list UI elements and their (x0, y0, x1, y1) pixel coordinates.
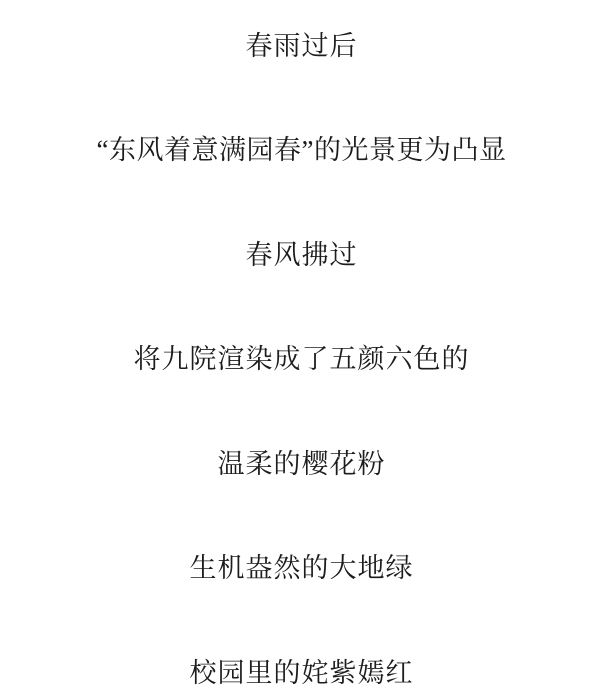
poem-line: 温柔的樱花粉 (217, 448, 386, 479)
poem-line: 将九院渲染成了五颜六色的 (133, 344, 470, 375)
poem-line: “东风着意满园春”的光景更为凸显 (96, 135, 507, 166)
poem-line: 春风拂过 (245, 239, 358, 270)
poem-line: 生机盎然的大地绿 (189, 553, 414, 584)
poem-line: 春雨过后 (245, 31, 358, 61)
poem-line: 校园里的姹紫嫣红 (189, 657, 414, 688)
